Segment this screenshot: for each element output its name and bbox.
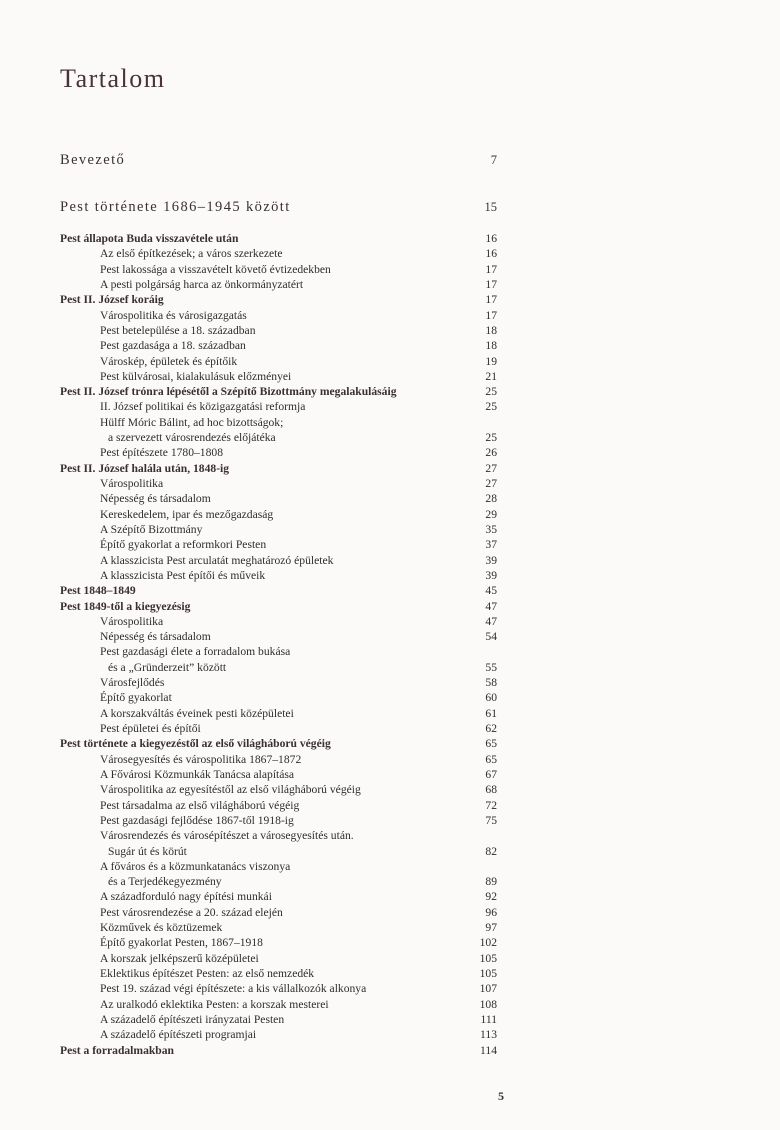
toc-entry-title: Pest építészete 1780–1808 xyxy=(100,446,223,460)
toc-entry-title: Pest gazdasági fejlődése 1867-től 1918-ig xyxy=(100,813,294,827)
toc-entry-page-number: 39 xyxy=(485,568,497,582)
toc-entry xyxy=(60,262,497,277)
toc-entry-title: Pest 1848–1849 xyxy=(60,584,136,598)
toc-entry-page-number: 60 xyxy=(485,691,497,705)
toc-entry xyxy=(60,813,497,828)
toc-entry xyxy=(60,553,497,568)
toc-entry xyxy=(60,889,497,904)
toc-entry xyxy=(60,905,497,920)
toc-entry-title: Pest II. József halála után, 1848-ig xyxy=(60,461,230,475)
chapter-entry-history xyxy=(60,199,497,216)
toc-section-entry xyxy=(60,231,497,246)
toc-entry-title: A korszak jelképszerű középületei xyxy=(100,951,259,965)
toc-entry xyxy=(60,675,497,690)
toc-entry xyxy=(60,1012,497,1027)
toc-entry xyxy=(60,369,497,384)
toc-entry-page-number: 97 xyxy=(485,921,497,935)
toc-entry-title: és a Terjedékegyezmény xyxy=(108,875,222,889)
toc-entry-page-number: 58 xyxy=(485,676,497,690)
toc-entry xyxy=(60,981,497,996)
toc-entry-page-number: 16 xyxy=(485,247,497,261)
toc-entry-title: Építő gyakorlat xyxy=(100,691,172,705)
toc-entry xyxy=(60,430,497,445)
toc-entry-title: és a „Gründerzeit” között xyxy=(108,660,227,674)
toc-entry xyxy=(60,997,497,1012)
toc-entry xyxy=(60,966,497,981)
toc-entry-title: A főváros és a közmunkatanács viszonya xyxy=(100,859,291,873)
toc-entry xyxy=(60,1027,497,1042)
chapter-title: Pest története 1686–1945 között xyxy=(60,199,291,215)
toc-entry-title: Pest gazdasága a 18. században xyxy=(100,339,246,353)
table-of-contents xyxy=(60,231,497,1058)
toc-entry-title: A századelő építészeti programjai xyxy=(100,1028,257,1042)
toc-entry xyxy=(60,859,497,874)
toc-entry xyxy=(60,660,497,675)
toc-entry xyxy=(60,246,497,261)
toc-entry xyxy=(60,568,497,583)
toc-entry-page-number: 96 xyxy=(485,905,497,919)
toc-entry-title: Pest állapota Buda visszavétele után xyxy=(60,232,239,245)
toc-entry xyxy=(60,308,497,323)
toc-entry xyxy=(60,507,497,522)
toc-entry-title: II. József politikai és közigazgatási reformja xyxy=(100,400,306,414)
toc-entry-title: A századforduló nagy építési munkái xyxy=(100,890,272,904)
toc-entry-title: Várospolitika xyxy=(100,477,164,490)
toc-entry-title: Eklektikus építészet Pesten: az első nemzedék xyxy=(100,967,315,980)
toc-entry-title: Pest gazdasági élete a forradalom bukása xyxy=(100,645,291,659)
toc-entry-page-number: 107 xyxy=(479,982,497,996)
toc-entry-title: A századelő építészeti irányzatai Pesten xyxy=(100,1012,285,1026)
chapter-page-number: 7 xyxy=(490,153,497,167)
toc-entry-page-number: 28 xyxy=(485,492,497,506)
toc-section-entry xyxy=(60,292,497,307)
toc-entry-title: Hülff Móric Bálint, ad hoc bizottságok; xyxy=(100,415,284,429)
toc-entry-title: A klasszicista Pest arculatát meghatározó épületek xyxy=(100,553,334,567)
toc-entry xyxy=(60,338,497,353)
toc-entry xyxy=(60,844,497,859)
toc-entry-page-number: 35 xyxy=(485,522,497,536)
toc-entry-title: Az első építkezések; a város szerkezete xyxy=(100,247,283,261)
toc-entry-title: Pest II. József trónra lépésétől a Szépítő Bizottmány megalakulásáig xyxy=(60,385,397,399)
toc-entry-page-number: 29 xyxy=(485,507,497,521)
toc-entry-page-number: 25 xyxy=(485,431,497,445)
toc-entry xyxy=(60,445,497,460)
toc-entry-page-number: 113 xyxy=(480,1028,497,1042)
toc-entry-page-number: 21 xyxy=(485,369,497,383)
page-number: 5 xyxy=(498,1089,504,1103)
toc-entry-title: Pest a forradalmakban xyxy=(60,1043,175,1057)
toc-entry-page-number: 27 xyxy=(485,477,497,490)
toc-section-entry xyxy=(60,1043,497,1058)
toc-entry-page-number: 111 xyxy=(480,1012,497,1026)
toc-entry-page-number: 25 xyxy=(485,400,497,414)
toc-entry-title: Az uralkodó eklektika Pesten: a korszak mesterei xyxy=(100,997,329,1011)
chapter-title: Bevezető xyxy=(60,152,126,168)
toc-entry-title: Építő gyakorlat a reformkori Pesten xyxy=(100,538,267,552)
toc-entry-page-number: 105 xyxy=(479,967,497,980)
toc-section-entry xyxy=(60,599,497,614)
toc-entry-page-number: 37 xyxy=(485,538,497,552)
toc-entry-title: Pest külvárosai, kialakulásuk előzményei xyxy=(100,369,292,383)
toc-entry-title: Pest társadalma az első világháború végéig xyxy=(100,798,300,812)
toc-entry-page-number: 17 xyxy=(485,262,497,276)
toc-entry xyxy=(60,767,497,782)
toc-entry-title: Városegyesítés és várospolitika 1867–1872 xyxy=(100,752,302,766)
toc-entry xyxy=(60,828,497,843)
chapter-entry-introduction xyxy=(60,152,497,169)
toc-entry-title: Sugár út és körút xyxy=(108,844,187,858)
toc-entry-page-number: 17 xyxy=(485,293,497,307)
toc-entry-title: A pesti polgárság harca az önkormányzatért xyxy=(100,277,304,291)
toc-entry-page-number: 68 xyxy=(485,783,497,797)
toc-entry-page-number: 105 xyxy=(479,951,497,965)
toc-entry-page-number: 72 xyxy=(485,798,497,812)
toc-entry-title: Várospolitika és városigazgatás xyxy=(100,308,247,322)
toc-entry xyxy=(60,782,497,797)
toc-entry-page-number: 47 xyxy=(485,614,497,628)
toc-entry-title: Városfejlődés xyxy=(100,676,165,690)
toc-entry-page-number: 61 xyxy=(485,706,497,720)
toc-entry-title: A Szépítő Bizottmány xyxy=(100,522,203,536)
toc-entry-title: Pest II. József koráig xyxy=(60,293,164,307)
toc-entry xyxy=(60,476,497,491)
toc-entry-page-number: 89 xyxy=(485,875,497,889)
toc-entry-page-number: 55 xyxy=(485,660,497,674)
toc-entry-page-number: 16 xyxy=(485,232,497,245)
toc-entry-page-number: 82 xyxy=(485,844,497,858)
toc-entry-page-number: 18 xyxy=(485,323,497,337)
toc-entry-page-number: 62 xyxy=(485,722,497,735)
toc-entry-page-number: 114 xyxy=(480,1043,497,1057)
toc-entry-page-number: 26 xyxy=(485,446,497,460)
toc-entry-page-number: 27 xyxy=(485,461,497,475)
toc-entry-title: Pest épületei és építői xyxy=(100,722,201,735)
toc-entry-page-number: 39 xyxy=(485,553,497,567)
toc-entry xyxy=(60,920,497,935)
toc-entry-title: Népesség és társadalom xyxy=(100,630,211,644)
toc-entry-title: Pest városrendezése a 20. század elején xyxy=(100,905,283,919)
toc-entry-title: Pest 1849-től a kiegyezésig xyxy=(60,599,191,613)
toc-entry xyxy=(60,874,497,889)
chapter-page-number: 15 xyxy=(484,200,497,214)
toc-entry-title: Népesség és társadalom xyxy=(100,492,211,506)
toc-entry xyxy=(60,323,497,338)
toc-entry-page-number: 75 xyxy=(485,813,497,827)
toc-entry-title: Pest története a kiegyezéstől az első világháború végéig xyxy=(60,737,331,751)
toc-entry-page-number: 102 xyxy=(479,936,497,950)
toc-entry xyxy=(60,399,497,414)
toc-entry xyxy=(60,522,497,537)
toc-entry-title: Városrendezés és városépítészet a városegyesítés után. xyxy=(100,829,354,843)
toc-entry-page-number: 45 xyxy=(485,584,497,598)
toc-entry-page-number: 54 xyxy=(485,630,497,644)
toc-entry xyxy=(60,706,497,721)
toc-entry xyxy=(60,614,497,629)
toc-entry xyxy=(60,935,497,950)
toc-entry-title: Közművek és köztüzemek xyxy=(100,921,223,935)
page-title: Tartalom xyxy=(60,64,166,93)
toc-section-entry xyxy=(60,384,497,399)
toc-entry-page-number: 108 xyxy=(479,997,497,1011)
toc-entry xyxy=(60,491,497,506)
toc-entry-page-number: 18 xyxy=(485,339,497,353)
toc-entry-title: Városkép, épületek és építőik xyxy=(100,354,238,368)
toc-entry-page-number: 65 xyxy=(485,752,497,766)
toc-entry xyxy=(60,537,497,552)
toc-section-entry xyxy=(60,736,497,751)
toc-entry-page-number: 47 xyxy=(485,599,497,613)
toc-entry-title: Pest lakossága a visszavételt követő évtizedekben xyxy=(100,262,331,276)
toc-entry xyxy=(60,415,497,430)
toc-entry-page-number: 67 xyxy=(485,767,497,781)
toc-entry xyxy=(60,644,497,659)
toc-entry-title: a szervezett városrendezés előjátéka xyxy=(108,431,276,445)
toc-entry xyxy=(60,951,497,966)
toc-entry xyxy=(60,690,497,705)
toc-entry xyxy=(60,277,497,292)
toc-entry xyxy=(60,798,497,813)
toc-entry-page-number: 65 xyxy=(485,737,497,751)
toc-entry xyxy=(60,629,497,644)
toc-entry-title: Kereskedelem, ipar és mezőgazdaság xyxy=(100,507,274,521)
toc-entry-page-number: 17 xyxy=(485,277,497,291)
toc-entry-title: Várospolitika az egyesítéstől az első világháború végéig xyxy=(100,783,361,797)
toc-entry-title: A Fővárosi Közmunkák Tanácsa alapítása xyxy=(100,767,295,781)
toc-section-entry xyxy=(60,583,497,598)
toc-entry xyxy=(60,752,497,767)
toc-entry-title: Építő gyakorlat Pesten, 1867–1918 xyxy=(100,936,263,950)
toc-entry-title: Pest 19. század végi építészete: a kis vállalkozók alkonya xyxy=(100,982,367,996)
toc-entry xyxy=(60,721,497,736)
toc-entry-title: Várospolitika xyxy=(100,614,164,628)
toc-entry-title: Pest betelepülése a 18. században xyxy=(100,323,256,337)
toc-entry xyxy=(60,354,497,369)
toc-entry-page-number: 17 xyxy=(485,308,497,322)
toc-entry-page-number: 25 xyxy=(485,385,497,399)
toc-entry-title: A klasszicista Pest építői és műveik xyxy=(100,568,266,582)
toc-section-entry xyxy=(60,461,497,476)
toc-entry-title: A korszakváltás éveinek pesti középületei xyxy=(100,706,294,720)
toc-entry-page-number: 19 xyxy=(485,354,497,368)
toc-entry-page-number: 92 xyxy=(485,890,497,904)
